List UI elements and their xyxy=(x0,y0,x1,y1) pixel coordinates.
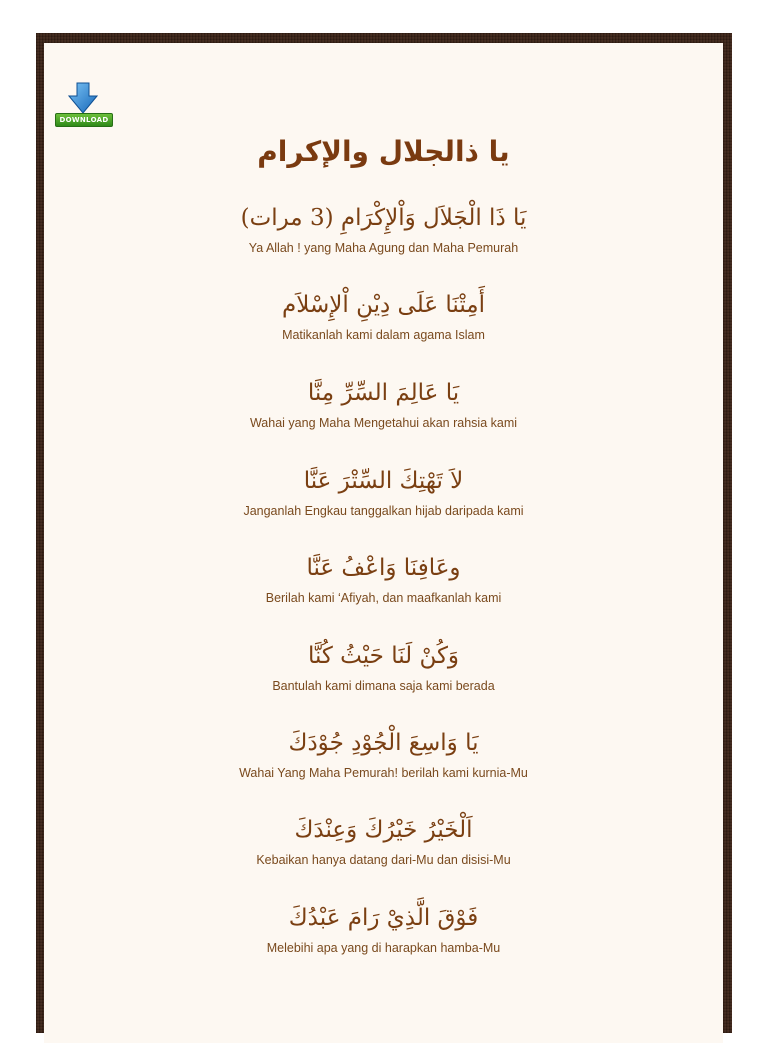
download-label: DOWNLOAD xyxy=(55,113,113,127)
verse-1 xyxy=(44,198,723,256)
verse-translation: Wahai yang Maha Mengetahui akan rahsia kami xyxy=(249,416,518,430)
verse-9 xyxy=(44,898,723,956)
verse-6 xyxy=(44,636,723,694)
verse-arabic: يَا وَاسِعَ الْجُوْدِ جُوْدَكَ xyxy=(288,730,479,756)
verse-translation: Janganlah Engkau tanggalkan hijab daripada kami xyxy=(243,504,524,518)
verse-translation: Ya Allah ! yang Maha Agung dan Maha Pemurah xyxy=(248,241,519,255)
document-title: يا ذالجلال والإكرام xyxy=(257,135,510,168)
verse-arabic: اَلْخَيْرُ خَيْرُكَ وَعِنْدَكَ xyxy=(294,817,473,843)
document-content xyxy=(44,0,723,1024)
verse-translation: Matikanlah kami dalam agama Islam xyxy=(282,328,485,342)
verse-translation: Berilah kami ‘Afiyah, dan maafkanlah kami xyxy=(265,591,502,605)
verse-arabic: يَا عَالِمَ السِّرِّ مِنَّا xyxy=(307,380,460,406)
verse-8 xyxy=(44,810,723,868)
verse-7 xyxy=(44,723,723,781)
verse-arabic: وعَافِنَا وَاعْفُ عَنَّا xyxy=(306,555,461,581)
verse-3 xyxy=(44,373,723,431)
verse-translation: Wahai Yang Maha Pemurah! berilah kami kurnia-Mu xyxy=(239,766,528,780)
verse-translation: Kebaikan hanya datang dari-Mu dan disisi-Mu xyxy=(256,853,511,867)
verse-arabic: فَوْقَ الَّذِيْ رَامَ عَبْدُكَ xyxy=(288,905,479,931)
verse-5 xyxy=(44,548,723,606)
verse-2 xyxy=(44,285,723,343)
verse-arabic: أَمِتْنَا عَلَى دِيْنِ اْلإِسْلاَم xyxy=(282,292,485,318)
verse-4 xyxy=(44,461,723,519)
verse-translation: Melebihi apa yang di harapkan hamba-Mu xyxy=(266,941,501,955)
verse-arabic: وَكُنْ لَنَا حَيْثُ كُنَّا xyxy=(307,643,460,669)
verse-arabic: يَا ذَا الْجَلاَل وَاْلإِكْرَامِ (3 مرات) xyxy=(240,205,527,231)
verse-translation: Bantulah kami dimana saja kami berada xyxy=(272,679,495,693)
verse-arabic: لاَ تَهْتِكَ السِّتْرَ عَنَّا xyxy=(303,468,464,494)
